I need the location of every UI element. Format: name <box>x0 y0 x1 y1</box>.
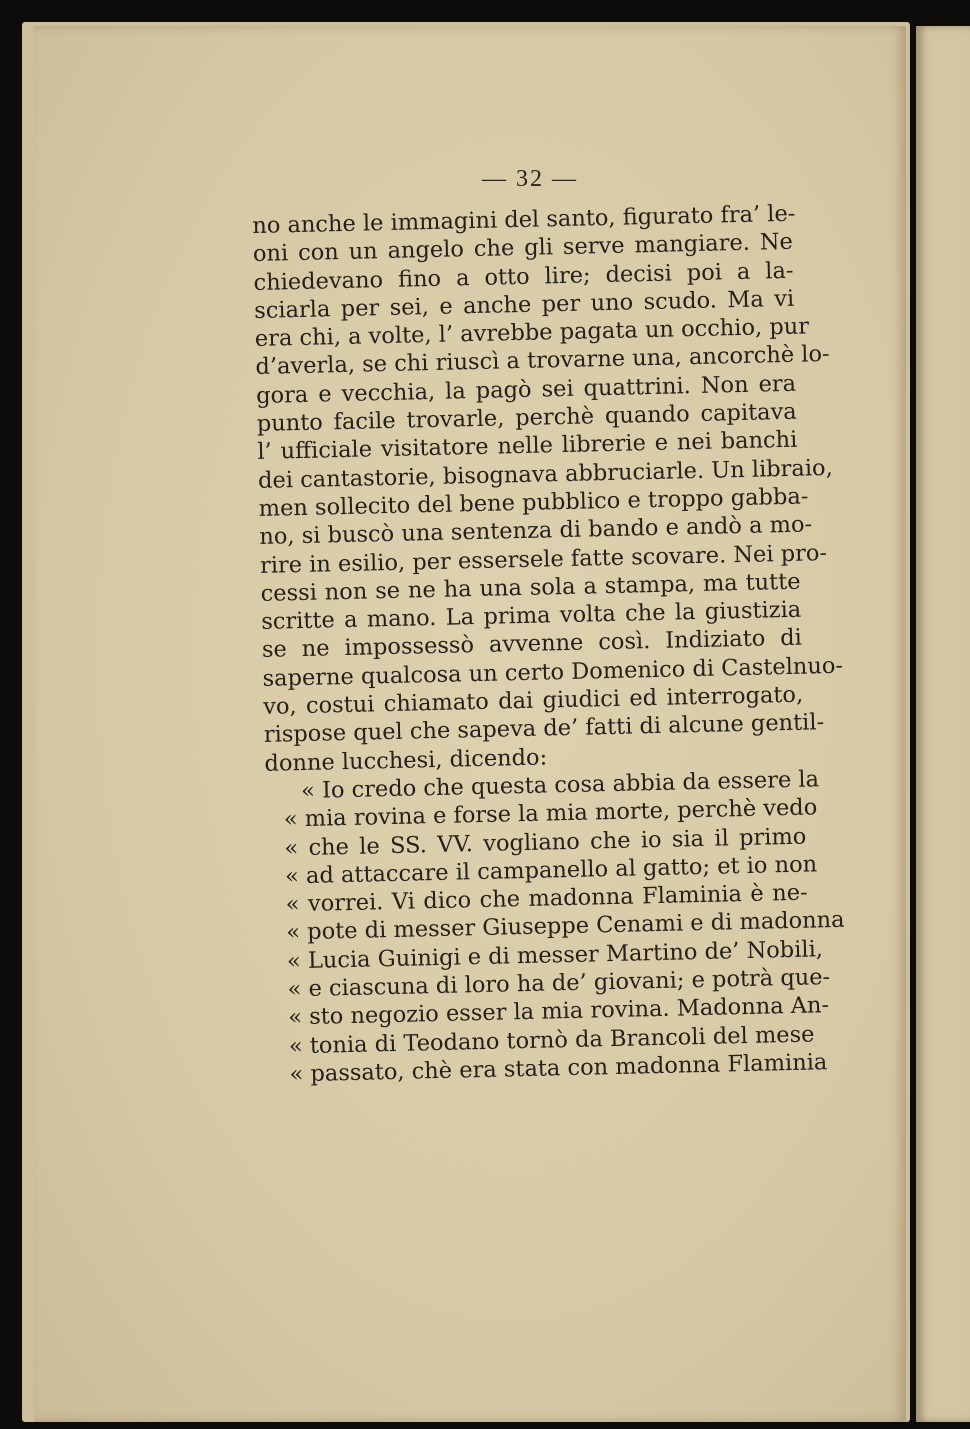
text-line: no, si buscò una sentenza di bando e andò a mo- <box>259 511 813 551</box>
text-line: l’ ufficiale visitatore nelle librerie e nei banchi <box>257 427 798 466</box>
quote-line: « Io credo che questa cosa abbia da essere la <box>300 766 820 804</box>
text-line: punto facile trovarle, perchè quando capitava <box>256 398 797 438</box>
quote-line: « passato, chè era stata con madonna Flaminia <box>289 1049 828 1088</box>
text-line: cessi non se ne ha una sola a stampa, ma tutte <box>260 568 801 607</box>
quote-line: « pote di messer Giuseppe Cenami e di madonna <box>286 907 845 946</box>
text-line: saperne qualcosa un certo Domenico di Castelnuo- <box>262 652 844 692</box>
text-line: se ne impossessò avvenne così. Indiziato di <box>261 625 803 664</box>
quote-line: « Lucia Guinigi e di messer Martino de’ Nobili, <box>286 935 824 975</box>
text-line: gora e vecchia, la pagò sei quattrini. Non era <box>255 370 797 409</box>
quote-line: « mia rovina e forse la mia morte, perchè vedo <box>283 794 818 833</box>
text-line: rire in esilio, per essersele fatte scovare. Nei pro- <box>259 539 828 579</box>
quote-line: « e ciascuna di loro ha de’ giovani; e potrà que- <box>287 964 831 1003</box>
text-line: oni con un angelo che gli serve mangiare. Ne <box>252 229 794 268</box>
text-line: donne lucchesi, dicendo: <box>264 744 548 777</box>
text-line: dei cantastorie, bisognava abbruciarle. Un libraio, <box>257 454 833 494</box>
quote-line: « che le SS. VV. vogliano che io sia il primo <box>284 823 807 861</box>
text-line: d’averla, se chi riuscì a trovarne una, ancorchè lo- <box>255 341 830 381</box>
text-line: vo, costui chiamato dai giudici ed interrogato, <box>262 681 804 720</box>
quote-line: « sto negozio esser la mia rovina. Madonna An- <box>287 992 830 1031</box>
text-line: scritte a mano. La prima volta che la giustizia <box>261 596 802 636</box>
quote-line: « vorrei. Vi dico che madonna Flaminia è ne- <box>285 879 808 918</box>
text-line: rispose quel che sapeva de’ fatti di alcune gentil- <box>263 709 825 749</box>
page-number: — 32 — <box>482 166 578 192</box>
text-line: chiedevano fino a otto lire; decisi poi a la- <box>253 257 794 296</box>
text-line: era chi, a volte, l’ avrebbe pagata un occhio, pur <box>254 313 810 353</box>
text-line: no anche le immagini del santo, figurato fra’ le- <box>252 200 796 239</box>
quote-line: « ad attaccare il campanello al gatto; et io non <box>284 851 818 890</box>
quote-line: « tonia di Teodano tornò da Brancoli del mese <box>288 1021 815 1059</box>
facing-page-edge <box>916 26 970 1422</box>
page-body-text <box>252 200 845 1089</box>
text-line: sciarla per sei, e anche per uno scudo. Ma vi <box>253 285 795 324</box>
text-line: men sollecito del bene pubblico e troppo gabba- <box>258 483 809 522</box>
